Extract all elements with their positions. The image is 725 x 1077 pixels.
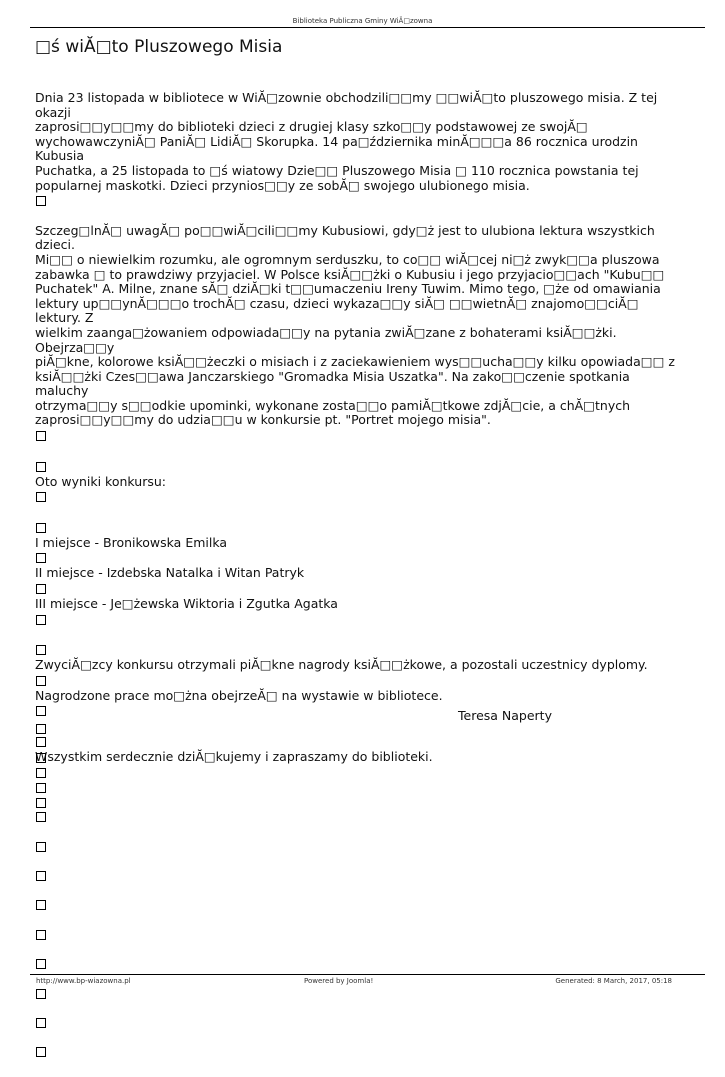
missing-glyph-box bbox=[36, 989, 46, 999]
missing-glyph-box bbox=[36, 783, 46, 793]
missing-glyph-box bbox=[36, 724, 46, 734]
footer-url-link[interactable]: http://www.bp-wiazowna.pl bbox=[36, 977, 131, 985]
winners-note: ZwyciĂ□zcy konkursu otrzymali piĂ□kne nagrody ksiĂ□□żkowe, a pozostali uczestnicy dyplomy. bbox=[35, 657, 648, 673]
missing-glyph-box bbox=[36, 1018, 46, 1028]
missing-glyph-box bbox=[36, 871, 46, 881]
kubus-paragraph: Szczeg□lnĂ□ uwagĂ□ po□□wiĂ□cili□□my Kubusiowi, gdy□ż jest to ulubiona lektura wszystkich dzieci. Mi□□ o niewielkim rozumku, ale ogromnym serduszku, to co□□ wiĂ□cej ni□ż zwyk□□a pluszowa zabawka □ to prawdziwy przyjaciel. W Polsce ksiĂ□□żki o Kubusiu i jego przyjacio□□ach "Kubu□□ Puchatek" A. Milne, znane sĂ□ dziĂ□ki t□□umaczeniu Ireny Tuwim. Mimo tego, □że od omawiania lektury up□□ynĂ□□□o trochĂ□ czasu, dzieci wykaza□□y siĂ□ □□wietnĂ□ znajomo□□ciĂ□ lektury. Z wielkim zaanga□żowaniem odpowiada□□y na pytania zwiĂ□zane z bohaterami ksiĂ□□żki. Obejrza□□y piĂ□kne, kolorowe ksiĂ□□żeczki o misiach i z zaciekawieniem wys□□ucha□□y kilku opowiada□□ z ksiĂ□□żki Czes□□awa Janczarskiego "Gromadka Misia Uszatka". Na zako□□czenie spotkania maluchy otrzyma□□y s□□odkie upominki, wykonane zosta□□o pamiĂ□tkowe zdjĂ□cie, a chĂ□tnych zaprosi□□y□□my do udzia□□u w konkursie pt. "Portret mojego misia". bbox=[35, 222, 675, 428]
result-first-place: I miejsce - Bronikowska Emilka bbox=[35, 534, 228, 550]
footer-generated-date: Generated: 8 March, 2017, 05:18 bbox=[555, 977, 672, 985]
header-divider bbox=[30, 27, 705, 28]
author-signature: Teresa Naperty bbox=[458, 708, 552, 723]
site-header: Biblioteka Publiczna Gminy WiĂ□zowna bbox=[292, 17, 433, 25]
footer-divider bbox=[30, 974, 705, 975]
missing-glyph-box bbox=[36, 431, 46, 441]
exhibition-note: Nagrodzone prace mo□żna obejrzeĂ□ na wystawie w bibliotece. bbox=[35, 687, 443, 703]
missing-glyph-box bbox=[36, 676, 46, 686]
missing-glyph-box bbox=[36, 462, 46, 472]
missing-glyph-box bbox=[36, 584, 46, 594]
missing-glyph-box bbox=[36, 706, 46, 716]
missing-glyph-box bbox=[36, 492, 46, 502]
missing-glyph-box bbox=[36, 553, 46, 563]
missing-glyph-box bbox=[36, 959, 46, 969]
closing-line: Wszystkim serdecznie dziĂ□kujemy i zapraszamy do biblioteki. bbox=[35, 749, 433, 764]
intro-paragraph: Dnia 23 listopada w bibliotece w WiĂ□zownie obchodzili□□my □□wiĂ□to pluszowego misia. Z tej okazji zaprosi□□y□□my do biblioteki dzieci z drugiej klasy szko□□y podstawowej ze swojĂ□ wychowawczyniĂ□ PaniĂ□ LidiĂ□ Skorupka. 14 pa□ździernika minĂ□□□a 86 rocznica urodzin Kubusia Puchatka, a 25 listopada to □ś wiatowy Dzie□□ Pluszowego Misia □ 110 rocznica powstania tej popularnej maskotki. Dzieci przynios□□y ze sobĂ□ swojego ulubionego misia. bbox=[35, 90, 658, 193]
result-second-place: II miejsce - Izdebska Natalka i Witan Patryk bbox=[35, 565, 305, 581]
article-body bbox=[35, 91, 685, 811]
missing-glyph-box bbox=[36, 196, 46, 206]
missing-glyph-box bbox=[36, 615, 46, 625]
missing-glyph-box bbox=[36, 753, 46, 763]
missing-glyph-box bbox=[36, 900, 46, 910]
article-title: □ś wiĂ□to Pluszowego Misia bbox=[35, 37, 283, 57]
missing-glyph-box bbox=[36, 842, 46, 852]
result-third-place: III miejsce - Je□żewska Wiktoria i Zgutka Agatka bbox=[35, 596, 338, 612]
footer-powered-by: Powered by Joomla! bbox=[304, 977, 374, 985]
missing-glyph-box bbox=[36, 812, 46, 822]
missing-glyph-box bbox=[36, 523, 46, 533]
missing-glyph-box bbox=[36, 1047, 46, 1057]
missing-glyph-box bbox=[36, 645, 46, 655]
results-intro: Oto wyniki konkursu: bbox=[35, 473, 166, 489]
missing-glyph-box bbox=[36, 930, 46, 940]
